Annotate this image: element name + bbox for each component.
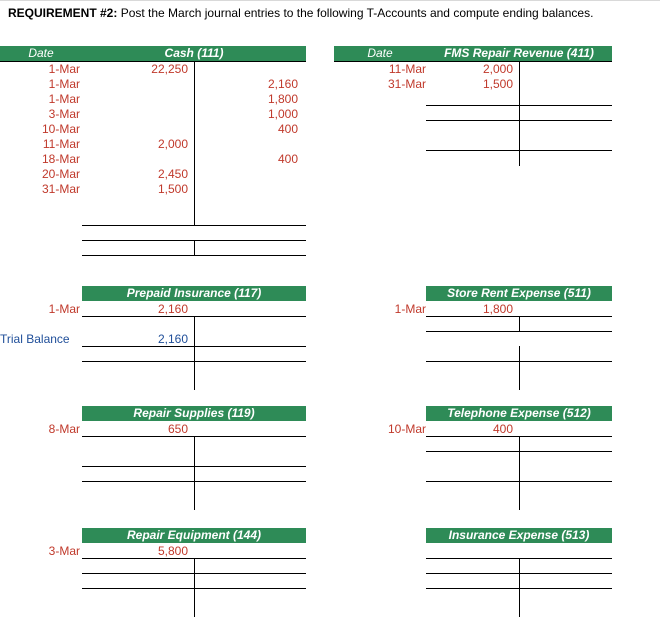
cash-total-line xyxy=(82,225,306,226)
insurance-expense-title: Insurance Expense (513) xyxy=(426,528,612,543)
revenue-total-line xyxy=(426,105,612,106)
sheet-top-border xyxy=(0,0,660,1)
revenue-entry-date: 31-Mar xyxy=(387,77,426,91)
prepaid-insurance-debit: 2,160 xyxy=(157,302,188,316)
cash-entry-date: 11-Mar xyxy=(42,137,80,151)
insurance-expense-line-1 xyxy=(426,573,612,574)
requirement-instruction xyxy=(8,6,593,20)
cash-entry-credit: 400 xyxy=(277,122,298,136)
revenue-date-header: Date xyxy=(334,46,426,61)
cash-entry-debit xyxy=(110,92,188,107)
cash-entry-date: 3-Mar xyxy=(48,107,80,121)
store-rent-debit: 1,800 xyxy=(482,302,513,316)
repair-supplies-line-2 xyxy=(82,481,306,482)
cash-entry-date: 1-Mar xyxy=(48,77,80,91)
prepaid-insurance-title: Prepaid Insurance (117) xyxy=(82,286,306,301)
cash-entry-credit xyxy=(210,62,298,77)
requirement-text: Post the March journal entries to the following T-Accounts and compute ending balances. xyxy=(117,6,594,20)
cash-entry-date: 1-Mar xyxy=(48,62,80,76)
store-rent-line-1 xyxy=(426,331,612,332)
cash-entry-debit: 22,250 xyxy=(151,62,188,76)
repair-equipment-debit: 5,800 xyxy=(157,544,188,558)
cash-entry-debit xyxy=(110,152,188,167)
store-rent-title: Store Rent Expense (511) xyxy=(426,286,612,301)
repair-equipment-date: 3-Mar xyxy=(48,544,80,558)
repair-supplies-line-1 xyxy=(82,466,306,467)
cash-entry-debit: 1,500 xyxy=(157,182,188,196)
cash-balance-line-2 xyxy=(82,255,306,256)
requirement-label: REQUIREMENT #2: xyxy=(8,6,118,20)
repair-supplies-t-divider xyxy=(194,436,195,510)
revenue-balance-line-1 xyxy=(426,120,612,121)
cash-t-divider xyxy=(194,61,195,226)
telephone-expense-line-1 xyxy=(426,451,612,452)
cash-entry-credit xyxy=(210,167,298,182)
cash-balance-divider xyxy=(194,240,195,255)
cash-entry-date: 31-Mar xyxy=(41,182,80,196)
cash-entry-credit: 2,160 xyxy=(267,77,298,91)
cash-entry-credit xyxy=(210,182,298,197)
repair-supplies-debit: 650 xyxy=(167,422,188,436)
prepaid-insurance-line-2 xyxy=(82,361,306,362)
trial-balance-label: Trial Balance xyxy=(0,332,70,346)
prepaid-insurance-date: 1-Mar xyxy=(48,302,80,316)
revenue-entry-credit: 1,500 xyxy=(482,77,513,91)
cash-title: Cash (111) xyxy=(82,46,306,61)
insurance-expense-line-2 xyxy=(426,588,612,589)
telephone-expense-title: Telephone Expense (512) xyxy=(426,406,612,421)
cash-entry-date: 20-Mar xyxy=(41,167,80,181)
revenue-entry-credit: 2,000 xyxy=(482,62,513,76)
repair-supplies-date: 8-Mar xyxy=(48,422,80,436)
prepaid-insurance-line-1 xyxy=(82,346,306,347)
cash-entry-credit xyxy=(210,137,298,152)
cash-entry-debit: 2,450 xyxy=(157,167,188,181)
cash-entry-credit: 1,800 xyxy=(267,92,298,106)
store-rent-t-divider-bottom xyxy=(519,346,520,390)
telephone-expense-debit: 400 xyxy=(492,422,513,436)
repair-equipment-line-1 xyxy=(82,573,306,574)
cash-date-header: Date xyxy=(0,46,82,61)
cash-entry-date: 18-Mar xyxy=(41,152,80,166)
cash-entry-debit: 2,000 xyxy=(157,137,188,151)
revenue-entry-date: 11-Mar xyxy=(388,62,426,76)
cash-entry-credit: 1,000 xyxy=(267,107,298,121)
cash-entry-date: 1-Mar xyxy=(48,92,80,106)
cash-entry-credit: 400 xyxy=(277,152,298,166)
cash-entry-debit xyxy=(110,107,188,122)
store-rent-date: 1-Mar xyxy=(394,302,426,316)
prepaid-insurance-t-divider xyxy=(194,316,195,390)
telephone-expense-line-2 xyxy=(426,481,612,482)
revenue-title: FMS Repair Revenue (411) xyxy=(426,46,612,61)
store-rent-t-divider-top xyxy=(519,316,520,331)
repair-supplies-title: Repair Supplies (119) xyxy=(82,406,306,421)
telephone-expense-t-divider xyxy=(519,436,520,510)
trial-balance-value: 2,160 xyxy=(157,332,188,346)
repair-equipment-title: Repair Equipment (144) xyxy=(82,528,306,543)
repair-equipment-line-2 xyxy=(82,588,306,589)
cash-entry-debit xyxy=(110,77,188,92)
cash-entry-debit xyxy=(110,122,188,137)
revenue-balance-line-2 xyxy=(426,150,612,151)
telephone-expense-date: 10-Mar xyxy=(387,422,426,436)
cash-entry-date: 10-Mar xyxy=(41,122,80,136)
